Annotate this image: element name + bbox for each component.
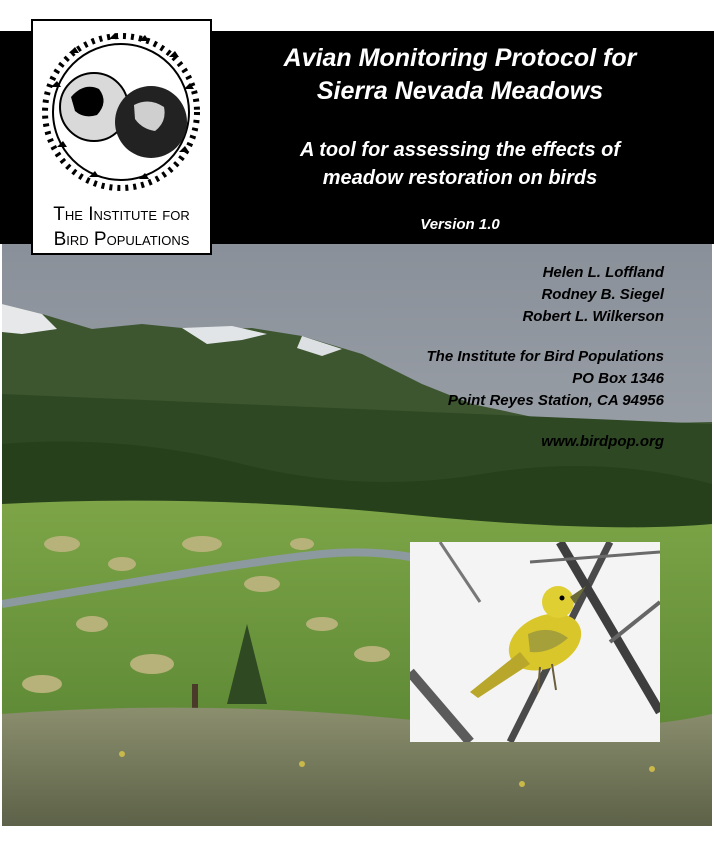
author-1: Helen L. Loffland [542,264,664,281]
subtitle-line-2: meadow restoration on birds [322,167,598,189]
version-label: Version 1.0 [420,216,500,233]
title-line-1: Avian Monitoring Protocol for [283,44,637,72]
author-3: Robert L. Wilkerson [522,308,664,325]
author-list [522,262,664,328]
organization-address [427,346,665,412]
yellow-warbler-photo [410,542,660,742]
city-line: Point Reyes Station, CA 94956 [447,392,664,409]
website-url: www.birdpop.org [541,433,664,450]
author-2: Rodney B. Siegel [541,286,664,303]
title-line-2: Sierra Nevada Meadows [316,77,604,105]
institute-logo [31,19,212,255]
subtitle-line-1: A tool for assessing the effects of [299,139,621,161]
yellow-warbler-icon [410,542,660,742]
two-globes-bird-ring-logo-icon [39,27,204,197]
po-box: PO Box 1346 [572,370,664,387]
logo-line-2: Bird Populations [53,229,190,250]
document-title [214,42,706,108]
logo-wordmark [33,202,210,252]
logo-line-1: The Institute for [53,204,190,225]
organization-name: The Institute for Bird Populations [426,348,664,365]
document-subtitle [214,136,706,192]
